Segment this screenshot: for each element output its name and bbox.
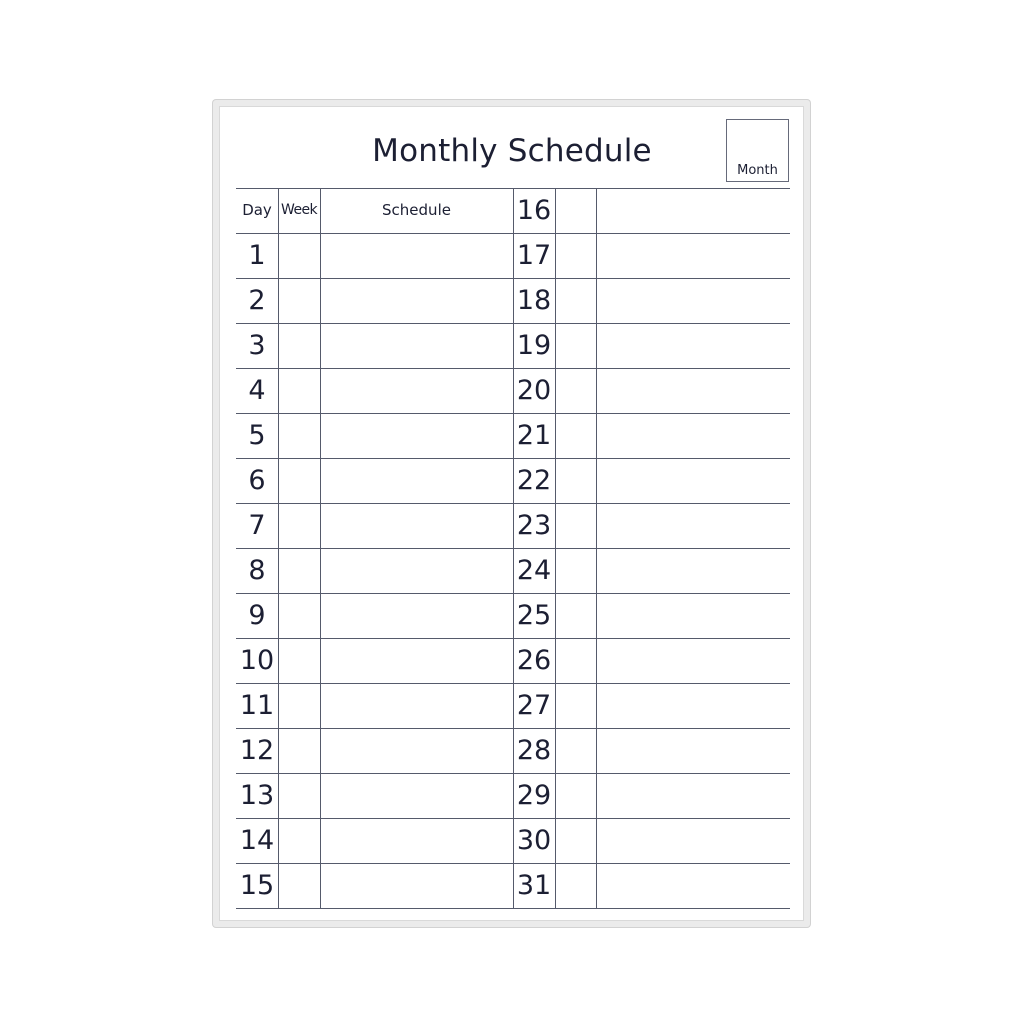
day-number: 29: [516, 780, 552, 811]
day-number: 25: [516, 600, 552, 631]
day-number: 20: [516, 375, 552, 406]
day-number: 19: [516, 330, 552, 361]
day-number: 30: [516, 825, 552, 856]
day-number: 14: [239, 825, 275, 856]
day-number: 5: [248, 420, 266, 451]
day-number: 3: [248, 330, 266, 361]
day-number: 15: [239, 870, 275, 901]
day-number: 13: [239, 780, 275, 811]
column-divider: [555, 188, 556, 909]
day-number: 23: [516, 510, 552, 541]
day-number: 12: [239, 735, 275, 766]
day-number: 11: [239, 690, 275, 721]
schedule-grid: [236, 188, 790, 909]
day-number: 31: [516, 870, 552, 901]
day-number: 9: [248, 600, 266, 631]
day-number: 21: [516, 420, 552, 451]
day-number: 2: [248, 285, 266, 316]
day-number: 4: [248, 375, 266, 406]
column-divider: [320, 188, 321, 909]
day-number: 27: [516, 690, 552, 721]
day-number: 24: [516, 555, 552, 586]
day-number: 22: [516, 465, 552, 496]
day-number: 1: [248, 240, 266, 271]
day-number: 18: [516, 285, 552, 316]
board-title: Monthly Schedule: [372, 133, 652, 169]
header-schedule: Schedule: [382, 201, 451, 219]
day-number: 10: [239, 645, 275, 676]
month-box: [726, 119, 789, 182]
day-number: 16: [516, 195, 552, 226]
header-week: Week: [281, 202, 317, 218]
day-number: 7: [248, 510, 266, 541]
day-number: 26: [516, 645, 552, 676]
day-number: 28: [516, 735, 552, 766]
column-divider: [278, 188, 279, 909]
header-day: Day: [242, 201, 272, 219]
column-divider: [596, 188, 597, 909]
day-number: 17: [516, 240, 552, 271]
day-number: 8: [248, 555, 266, 586]
month-label: Month: [737, 163, 778, 178]
day-number: 6: [248, 465, 266, 496]
